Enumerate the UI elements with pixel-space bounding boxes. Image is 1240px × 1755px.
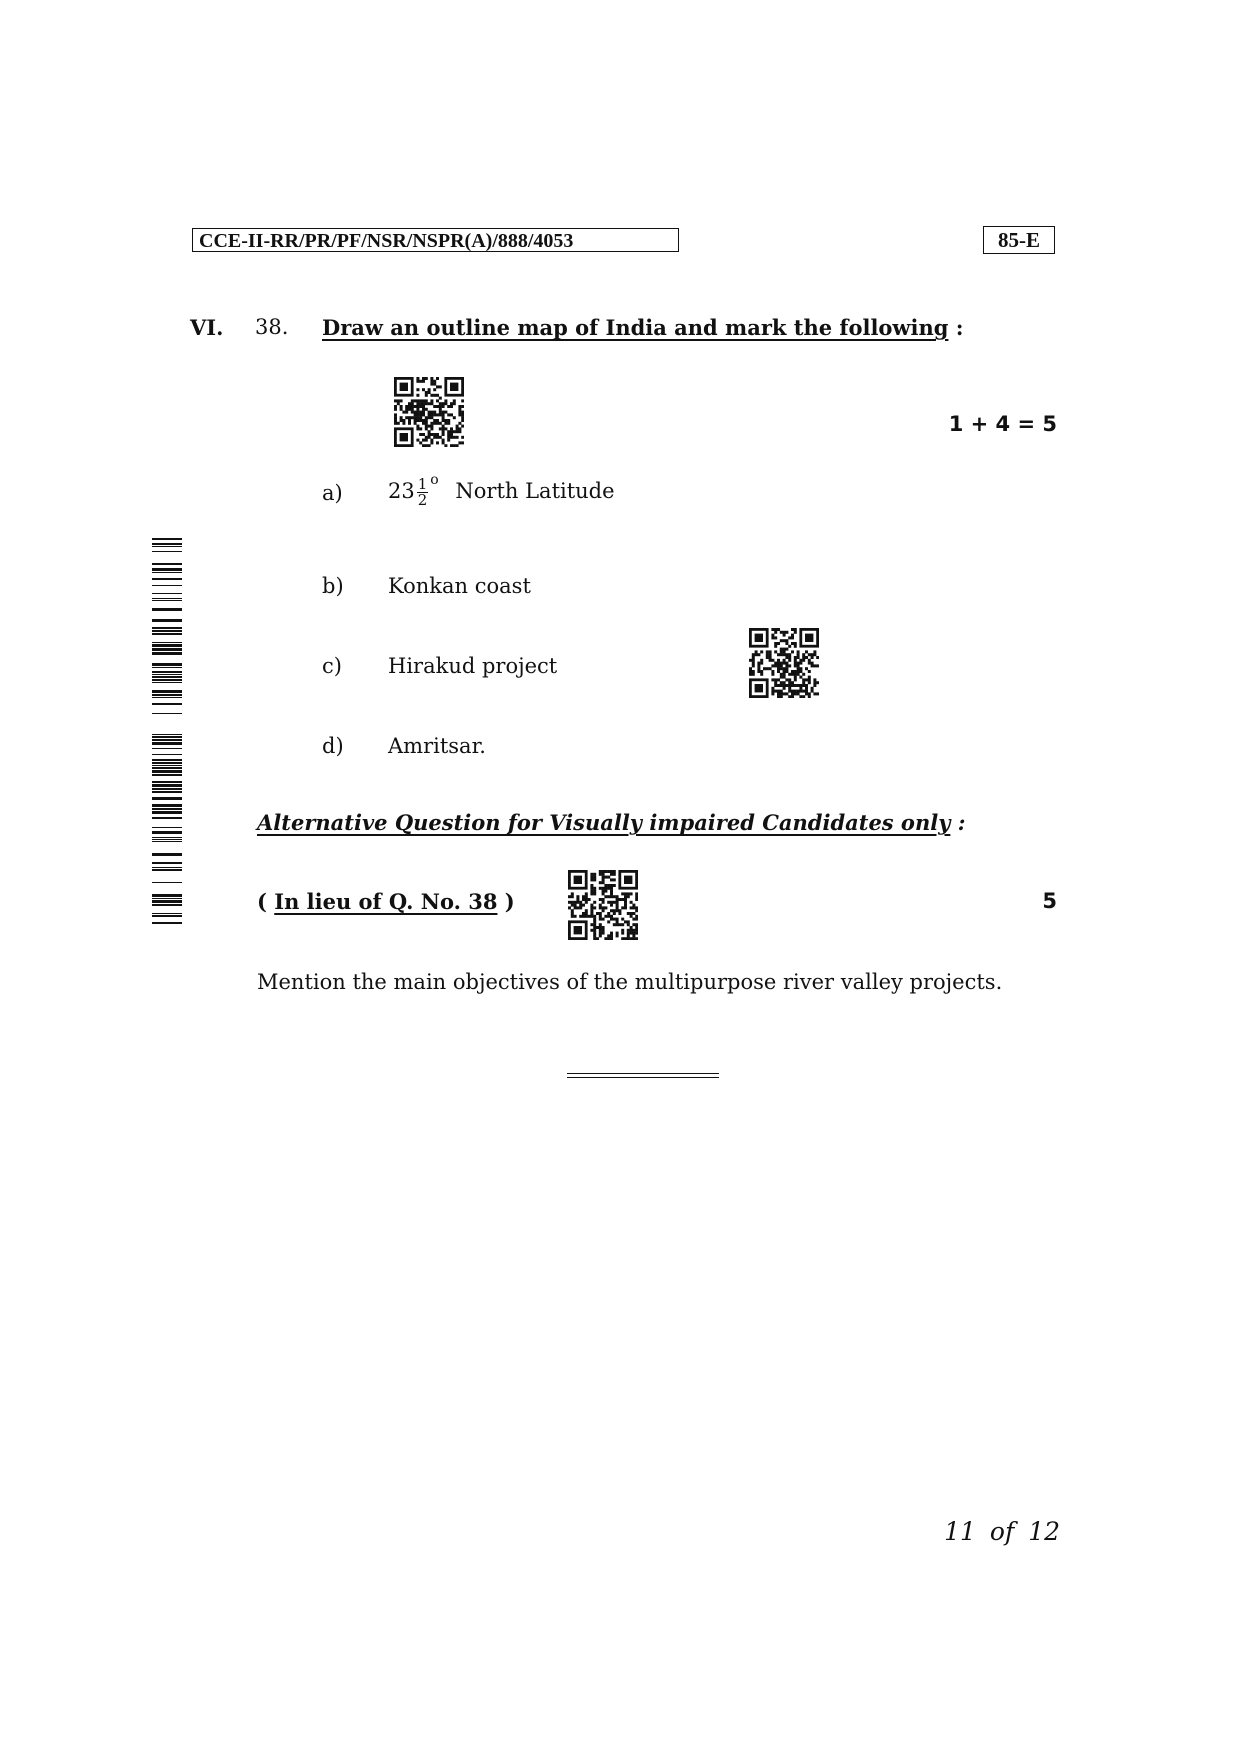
qr-code-icon [394, 377, 464, 447]
barcode-icon [152, 538, 182, 924]
question-marks: 1 + 4 = 5 [948, 412, 1057, 436]
lieu-open-paren: ( [257, 889, 267, 914]
fraction-denominator: 2 [417, 491, 428, 509]
page-number [944, 1517, 1060, 1546]
lieu-text: In lieu of Q. No. 38 [274, 889, 498, 914]
in-lieu-label [257, 889, 515, 914]
latitude-fraction [417, 477, 429, 508]
qr-code-icon [749, 628, 819, 698]
question-text [322, 315, 964, 340]
option-c-label: c) [322, 654, 342, 678]
option-a-label: a) [322, 481, 343, 505]
question-text-main: Draw an outline map of India and mark the following [322, 315, 949, 340]
subject-code: 85-E [983, 226, 1055, 254]
page-of: of [989, 1517, 1015, 1546]
alternative-colon: : [957, 810, 966, 835]
question-colon: : [955, 315, 964, 340]
option-d-text: Amritsar. [388, 734, 486, 758]
page-current: 11 [944, 1517, 976, 1546]
option-c-text: Hirakud project [388, 654, 558, 678]
question-number: 38. [255, 315, 289, 339]
fraction-numerator: 1 [417, 475, 428, 493]
page-total: 12 [1028, 1517, 1060, 1546]
latitude-label: North Latitude [455, 479, 615, 503]
alternative-heading [257, 810, 965, 835]
section-number: VI. [190, 315, 224, 340]
end-divider [567, 1073, 719, 1078]
alternative-question-text: Mention the main objectives of the multipurpose river valley projects. [257, 970, 1003, 994]
option-a-text [388, 472, 615, 508]
option-b-label: b) [322, 574, 344, 598]
option-b-text: Konkan coast [388, 574, 531, 598]
latitude-whole: 23 [388, 479, 415, 503]
alternative-heading-text: Alternative Question for Visually impaired Candidates only [257, 810, 951, 835]
alternative-marks: 5 [1042, 889, 1057, 913]
paper-code: CCE-II-RR/PR/PF/NSR/NSPR(A)/888/4053 [192, 228, 679, 252]
degree-symbol: o [430, 472, 439, 488]
qr-code-icon [568, 870, 638, 940]
option-d-label: d) [322, 734, 344, 758]
lieu-close-paren: ) [504, 889, 515, 914]
